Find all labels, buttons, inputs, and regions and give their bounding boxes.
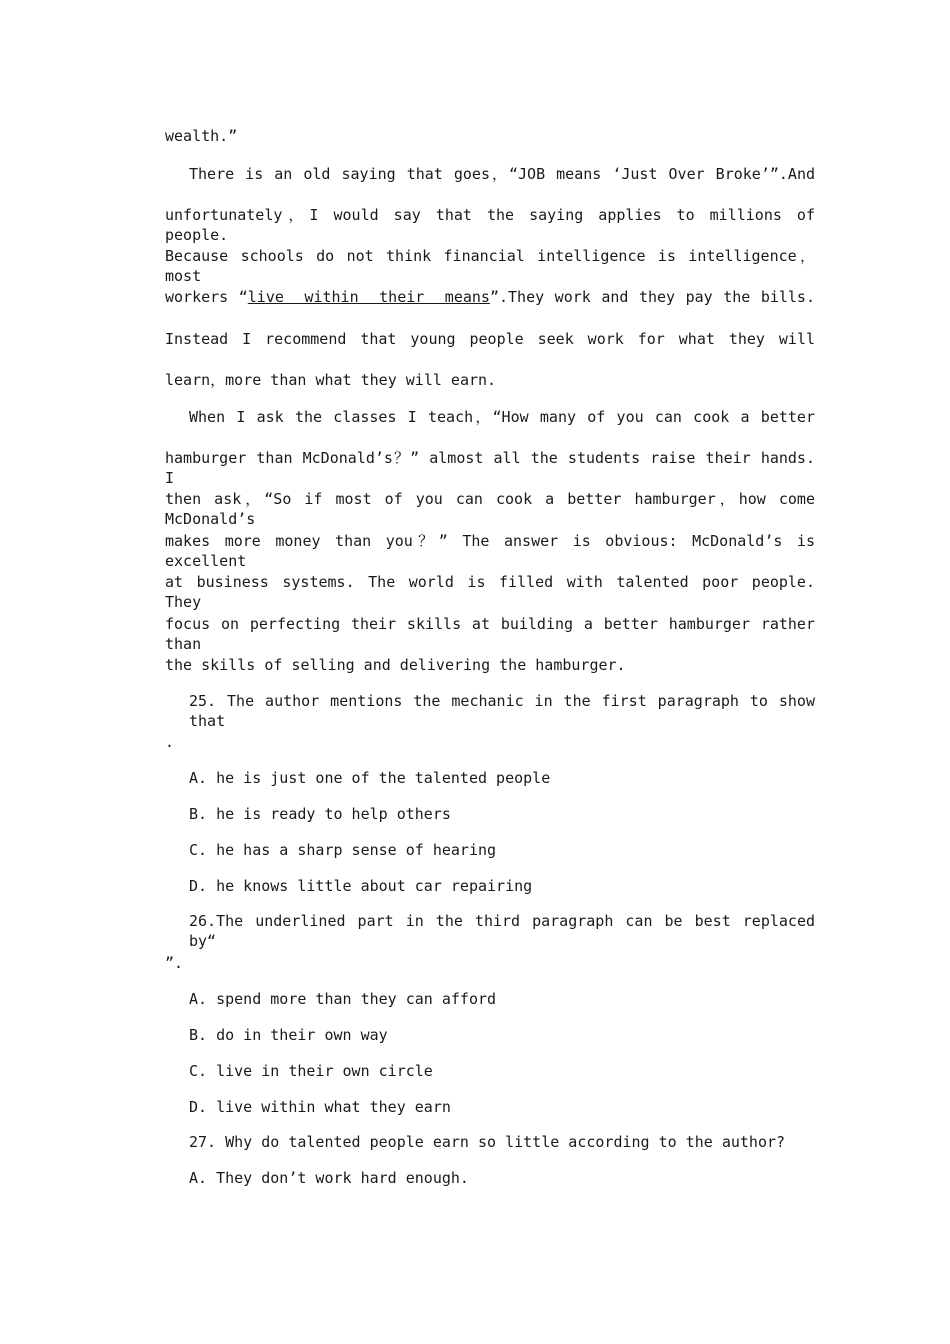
question-option: C. live in their own circle (189, 1062, 433, 1080)
paragraph-line: at business systems. The world is filled with talented poor people. They (165, 573, 815, 611)
paragraph-line: hamburger than McDonald’s？” almost all the students raise their hands. I (165, 449, 815, 487)
underlined-phrase: live within their means (247, 288, 490, 306)
paragraph-line: Instead I recommend that young people seek work for what they will (165, 330, 815, 348)
paragraph-line: makes more money than you？” The answer is obvious: McDonald’s is excellent (165, 532, 815, 570)
paragraph-line: unfortunately，I would say that the saying applies to millions of people. (165, 206, 815, 244)
question-stem: 26.The underlined part in the third paragraph can be best replaced by“ (189, 912, 815, 950)
question-stem-end: . (165, 733, 175, 751)
question-option: B. he is ready to help others (189, 805, 451, 823)
paragraph-line: then ask，“So if most of you can cook a better hamburger，how come McDonald’s (165, 490, 815, 528)
question-option: D. live within what they earn (189, 1098, 451, 1116)
paragraph-line (165, 287, 815, 307)
question-option: A. spend more than they can afford (189, 990, 497, 1008)
paragraph-line: focus on perfecting their skills at building a better hamburger rather than (165, 615, 815, 653)
paragraph-line: wealth.” (165, 127, 238, 145)
line-text: workers “ (165, 288, 248, 306)
question-option: A. he is just one of the talented people (189, 769, 551, 787)
question-stem: 27. Why do talented people earn so little according to the author? (189, 1133, 786, 1151)
question-stem-end: ”. (165, 954, 184, 972)
question-option: C. he has a sharp sense of hearing (189, 841, 497, 859)
question-option: A. They don’t work hard enough. (189, 1169, 469, 1187)
paragraph-line: Because schools do not think financial intelligence is intelligence，most (165, 247, 815, 285)
question-option: B. do in their own way (189, 1026, 388, 1044)
paragraph-line: There is an old saying that goes，“JOB means ‘Just Over Broke’”.And (189, 165, 815, 183)
question-stem: 25. The author mentions the mechanic in the first paragraph to show that (189, 692, 815, 730)
paragraph-line: When I ask the classes I teach，“How many of you can cook a better (189, 408, 815, 426)
question-option: D. he knows little about car repairing (189, 877, 533, 895)
paragraph-line: the skills of selling and delivering the hamburger. (165, 656, 626, 674)
line-text: ”.They work and they pay the bills. (489, 288, 815, 306)
paragraph-line: learn，more than what they will earn. (165, 371, 497, 389)
